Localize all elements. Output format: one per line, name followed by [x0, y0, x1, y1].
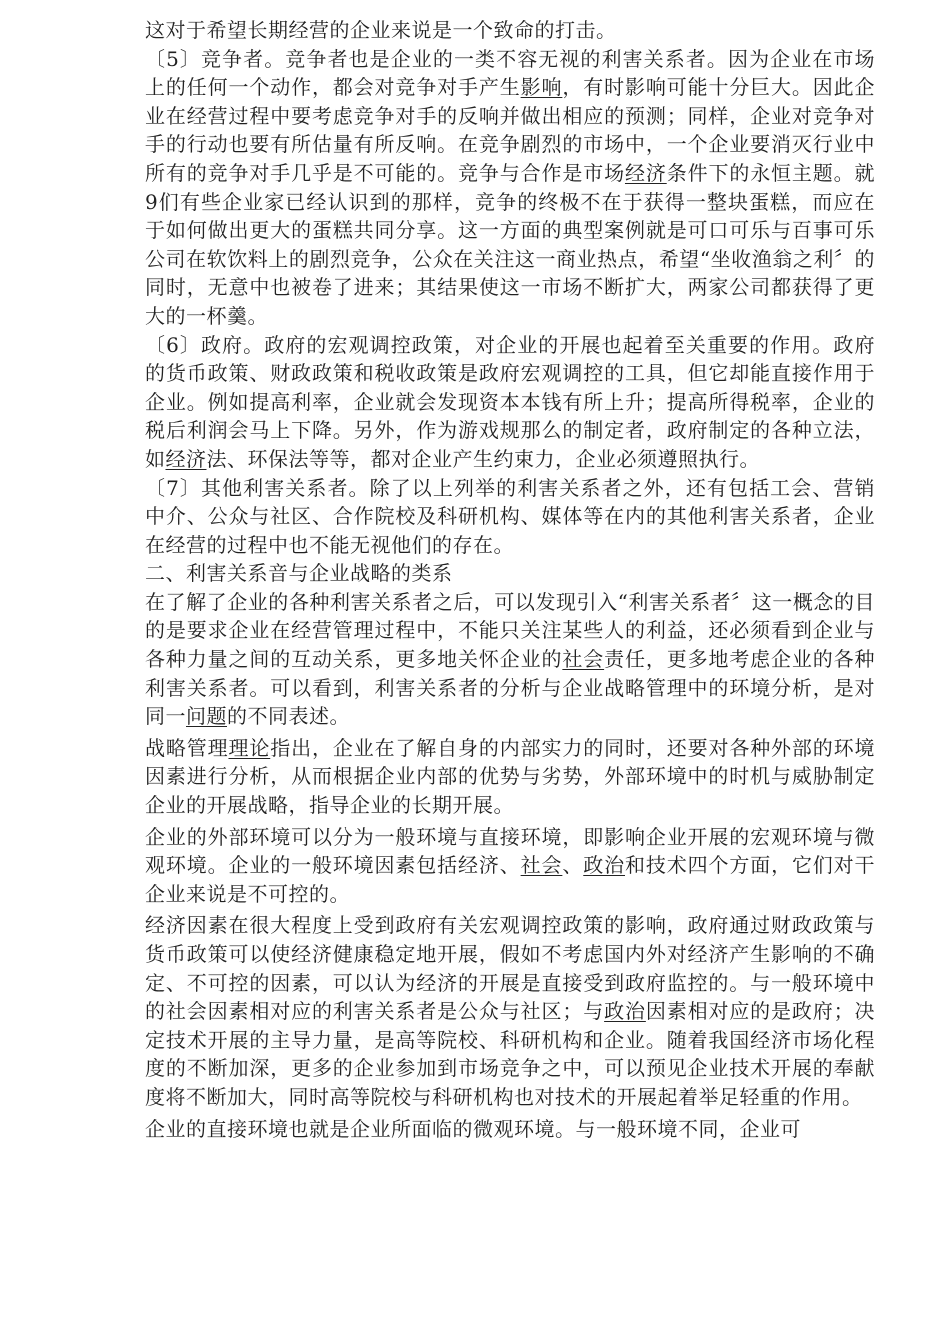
paragraph-other-stakeholders [145, 474, 875, 560]
link-jingji[interactable]: 经济 [624, 160, 667, 185]
text: 〔6〕政府。政府的宏观调控政策，对企业的开展也起着至关重要的作用。政府的货币政策、财政政策和税收政策是政府宏观调控的工具，但它却能直接作用于企业。例如提高利率，企业就会发现资本本钱有所上升；提高所得税率，企业的税后利润会马上下降。另外，作为游戏规那么的制定者，政府制定的各种立法，如 [145, 332, 875, 471]
text: 条件下的永恒主题。就9们有些企业家已经认识到的那样，竞争的终极不在于获得一整块蛋糕，而应在于如何做出更大的蛋糕共同分享。这一方面的典型案例就是可口可乐与百事可乐公司在软饮料上的剧烈竞争，公众在关注这一商业热点，希望“坐收渔翁之利〞的同时，无意中也被卷了进来；其结果使这一市场不断扩大，两家公司都获得了更大的一杯羹。 [145, 160, 876, 328]
link-zhengzhi[interactable]: 政治 [604, 999, 646, 1024]
text: 战略管理 [145, 735, 229, 760]
paragraph-competitors [145, 45, 875, 331]
document-page [145, 16, 875, 1143]
text: 的不同表述。 [227, 704, 350, 729]
text: 在了解了企业的各种利害关系者之后，可以发现引入“利害关系者〞这一概念的目的是要求企业在经营管理过程中，不能只关注某些人的利益，还必须看到企业与各种力量之间的互动关系，更多地关怀企业的 [145, 589, 875, 672]
paragraph-direct-environment [145, 1115, 875, 1144]
paragraph-government [145, 331, 875, 474]
link-lilun[interactable]: 理论 [228, 735, 271, 760]
text: 〔5〕竞争者。竞争者也是企业的一类不容无视的利害关系者。因为企业在市场上的任何一个动作，都会对竞争对手产生 [145, 46, 875, 100]
text: 、 [562, 853, 584, 878]
text: 〔7〕其他利害关系者。除了以上列举的利害关系者之外，还有包括工会、营销中介、公众与社区、合作院校及科研机构、媒体等在内的其他利害关系者，企业在经营的过程中也不能无视他们的存在。 [145, 475, 875, 557]
text: 法、环保法等等，都对企业产生约束力，企业必须遵照执行。 [206, 446, 760, 471]
text: 责任，更多地考虑企业的各种利害关系者。可以看到，利害关系者的分析与企业战略管理中的环境分析，是对同一 [145, 647, 876, 729]
paragraph-external-environment [145, 823, 875, 909]
heading-text: 二、利害关系音与企业战略的类系 [145, 561, 453, 586]
link-shehui[interactable]: 社会 [562, 647, 605, 672]
text: 企业的外部环境可以分为一般环境与直接环境，即影响企业开展的宏观环境与微观环境。企业的一般环境因素包括经济、 [145, 824, 875, 878]
text: 因素相对应的是政府；决定技术开展的主导力量，是高等院校、科研机构和企业。随着我国经济市场化程度的不断加深，更多的企业参加到市场竞争之中，可以预见企业技术开展的奉献度将不断加大，同时高等院校与科研机构也对技术的开展起着举足轻重的作用。 [145, 999, 876, 1109]
text: 这对于希望长期经营的企业来说是一个致命的打击。 [145, 18, 617, 42]
paragraph-intro [145, 16, 875, 45]
link-jingji[interactable]: 经济 [165, 446, 207, 471]
section-heading [145, 559, 875, 588]
text: 指出，企业在了解自身的内部实力的同时，还要对各种外部的环境因素进行分析，从而根据企业内部的优势与劣势，外部环境中的时机与威胁制定企业的开展战略，指导企业的长期开展。 [145, 735, 876, 818]
link-zhengzhi[interactable]: 政治 [583, 853, 625, 878]
link-yingxiang[interactable]: 影响 [520, 75, 563, 100]
paragraph-stakeholder-concept [145, 588, 875, 731]
text: 企业的直接环境也就是企业所面临的微观环境。与一般环境不同，企业可 [145, 1116, 801, 1141]
link-shehui[interactable]: 社会 [520, 853, 563, 878]
text: 经济因素在很大程度上受到政府有关宏观调控政策的影响，政府通过财政政策与货币政策可以使经济健康稳定地开展，假如不考虑国内外对经济产生影响的不确定、不可控的因素，可以认为经济的开展是直接受到政府监控的。与一般环境中的社会因素相对应的利害关系者是公众与社区；与 [145, 913, 875, 1024]
link-wenti[interactable]: 问题 [186, 704, 227, 729]
text: 和技术四个方面，它们对干企业来说是不可控的。 [145, 853, 876, 906]
paragraph-strategy-theory [145, 734, 875, 820]
paragraph-economic-factors [145, 911, 875, 1111]
text: ，有时影响可能十分巨大。因此企业在经营过程中要考虑竞争对手的反响并做出相应的预测；同样，企业对竞争对手的行动也要有所估量有所反响。在竞争剧烈的市场中，一个企业要消灭行业中所有的竞争对手几乎是不可能的。竞争与合作是市场 [145, 75, 876, 185]
